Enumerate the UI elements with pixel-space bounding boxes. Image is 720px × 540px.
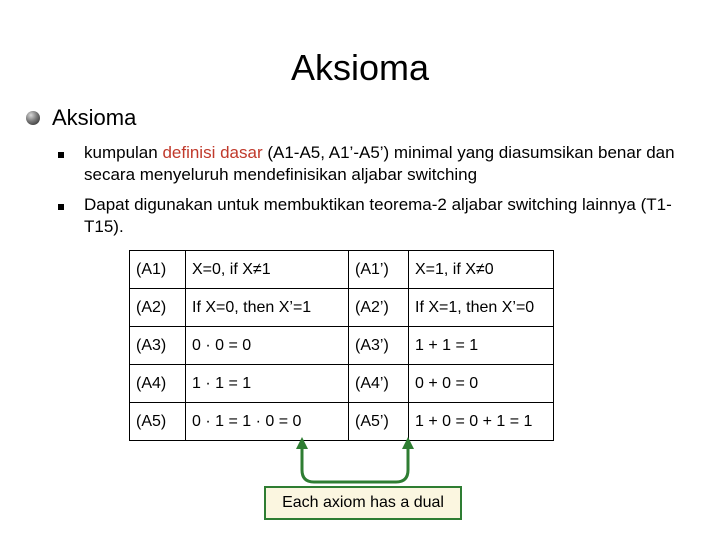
dual-axiom-expression: If X=1, then X’=0 [409, 289, 554, 327]
axiom-expression: If X=0, then X’=1 [186, 289, 349, 327]
dual-axiom-id: (A2’) [349, 289, 409, 327]
axiom-id: (A1) [130, 251, 186, 289]
highlight-text: definisi dasar [162, 143, 263, 162]
dual-axiom-id: (A1’) [349, 251, 409, 289]
dual-axiom-id: (A4’) [349, 365, 409, 403]
main-bullet-label: Aksioma [52, 105, 137, 130]
dual-axiom-expression: X=1, if X≠0 [409, 251, 554, 289]
sub-text-post: (A1-A5, A1’-A5’) minimal yang diasumsikan benar dan secara menyeluruh mendefinisikan aljabar switching [84, 143, 675, 184]
axiom-id: (A2) [130, 289, 186, 327]
axiom-id: (A5) [130, 403, 186, 441]
axiom-expression: X=0, if X≠1 [186, 251, 349, 289]
axiom-expression: 0 · 1 = 1 · 0 = 0 [186, 403, 349, 441]
axiom-id: (A3) [130, 327, 186, 365]
sub-bullet-text: Dapat digunakan untuk membuktikan teorema-2 aljabar switching lainnya (T1-T15). [84, 195, 672, 236]
dual-axiom-expression: 1 + 0 = 0 + 1 = 1 [409, 403, 554, 441]
dual-axiom-expression: 1 + 1 = 1 [409, 327, 554, 365]
dual-axiom-id: (A3’) [349, 327, 409, 365]
dual-axiom-id: (A5’) [349, 403, 409, 441]
axiom-expression: 0 · 0 = 0 [186, 327, 349, 365]
dual-axiom-expression: 0 + 0 = 0 [409, 365, 554, 403]
page-title: Aksioma [290, 47, 430, 88]
sub-text-pre: kumpulan [84, 143, 163, 162]
dual-note: Each axiom has a dual [264, 486, 462, 520]
axiom-id: (A4) [130, 365, 186, 403]
axiom-expression: 1 · 1 = 1 [186, 365, 349, 403]
